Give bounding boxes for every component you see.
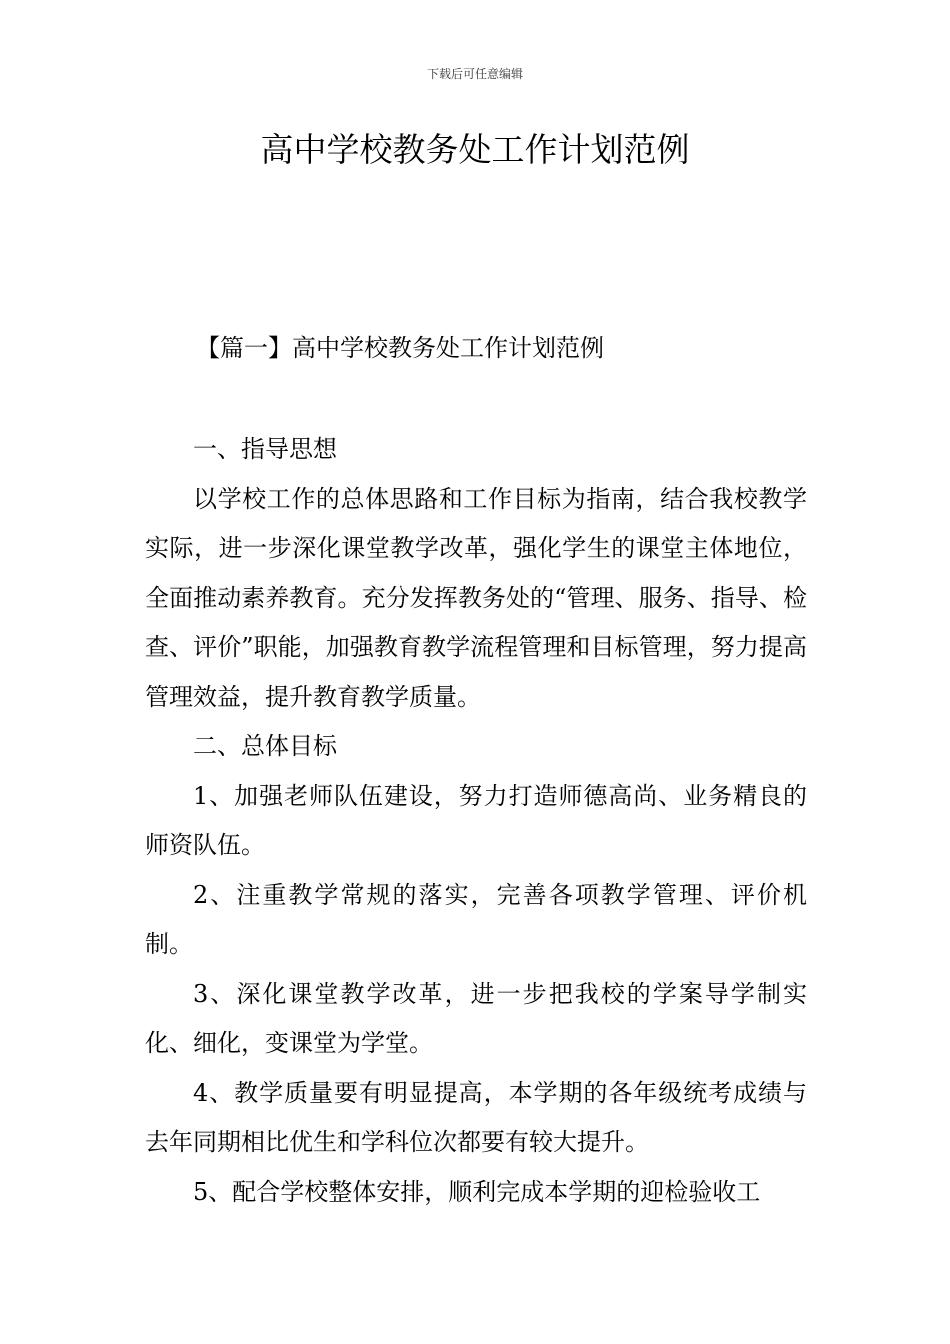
goal-item-3: 3、深化课堂教学改革，进一步把我校的学案导学制实化、细化，变课堂为学堂。	[145, 979, 807, 1057]
section-title: 【篇一】高中学校教务处工作计划范例	[196, 334, 604, 362]
heading-guiding-ideology: 一、指导思想	[193, 435, 337, 463]
goal-item-5: 5、配合学校整体安排，顺利完成本学期的迎检验收工	[193, 1177, 761, 1206]
paragraph-guiding-ideology: 以学校工作的总体思路和工作目标为指南，结合我校教学实际，进一步深化课堂教学改革，强化学生的课堂主体地位，全面推动素养教育。充分发挥教务处的“管理、服务、指导、检查、评价”职能，加强教育教学流程管理和目标管理，努力提高管理效益，提升教育教学质量。	[145, 484, 807, 711]
goal-item-4: 4、教学质量要有明显提高，本学期的各年级统考成绩与去年同期相比优生和学科位次都要有较大提升。	[145, 1078, 807, 1156]
heading-overall-goals: 二、总体目标	[193, 732, 337, 760]
header-note: 下载后可任意编辑	[426, 67, 523, 81]
goal-item-2: 2、注重教学常规的落实，完善各项教学管理、评价机制。	[145, 880, 807, 958]
document-body	[145, 425, 807, 1217]
document-title: 高中学校教务处工作计划范例	[260, 130, 690, 169]
goal-item-1: 1、加强老师队伍建设，努力打造师德高尚、业务精良的师资队伍。	[145, 781, 807, 859]
